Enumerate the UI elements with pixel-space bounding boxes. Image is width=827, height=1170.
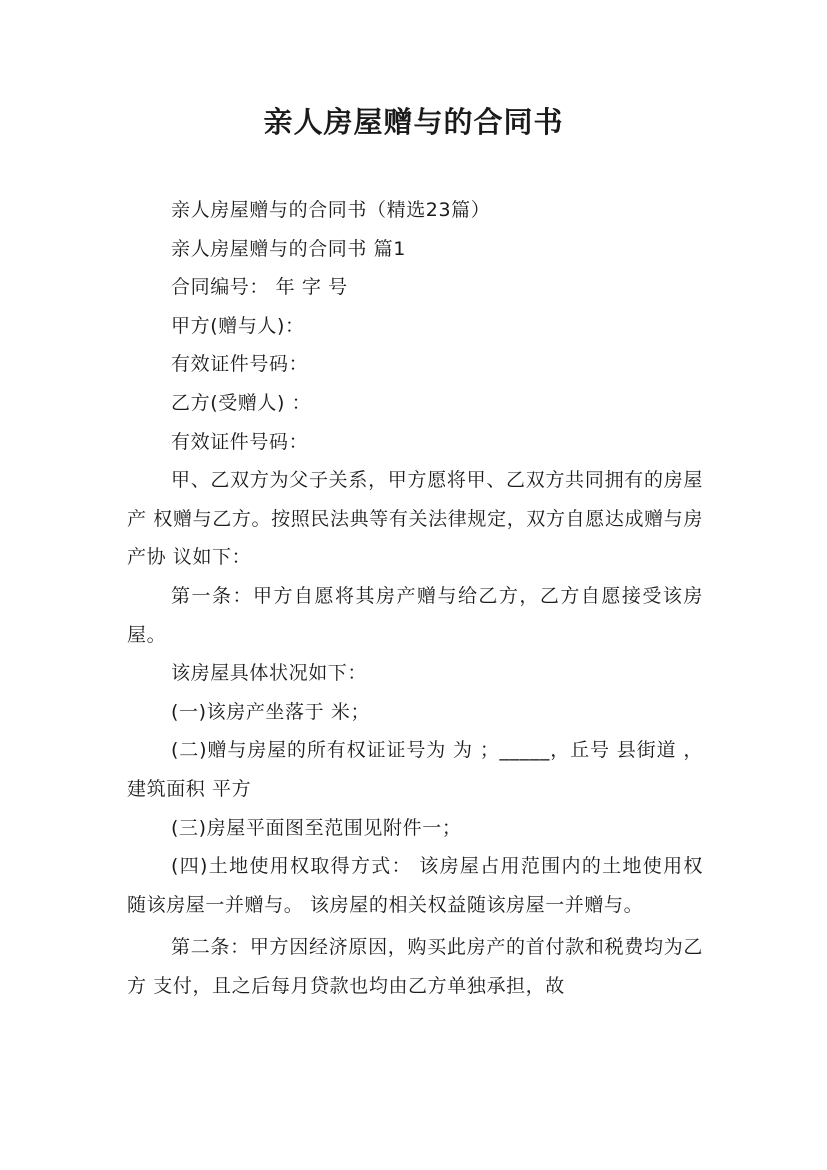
paragraph-article-2: 第二条：甲方因经济原因，购买此房产的首付款和税费均为乙方 支付，且之后每月贷款也均由乙方单独承担，故: [127, 936, 703, 997]
document-title: 亲人房屋赠与的合同书: [263, 105, 564, 139]
paragraph-article-1: 第一条：甲方自愿将其房产赠与给乙方，乙方自愿接受该房屋。: [127, 584, 703, 646]
paragraph-item-4: (四)土地使用权取得方式： 该房屋占用范围内的土地使用权随该房屋一并赠与。 该房屋的相关权益随该房屋一并赠与。: [127, 855, 703, 916]
paragraph-item-2: (二)赠与房屋的所有权证证号为 为 ；_____，丘号 县街道 ，建筑面积 平方: [127, 739, 703, 800]
paragraph-contract-number: 合同编号： 年 字 号: [171, 276, 348, 299]
paragraph-party-b-id: 有效证件号码：: [171, 430, 309, 453]
paragraph-party-b: 乙方(受赠人) ：: [171, 391, 312, 414]
paragraph-item-3: (三)房屋平面图至范围见附件一；: [171, 816, 462, 839]
document-body: [127, 191, 703, 1005]
paragraph-item-1: (一)该房产坐落于 米；: [171, 700, 371, 723]
paragraph-party-a: 甲方(赠与人)：: [171, 314, 305, 337]
paragraph-property-status: 该房屋具体状况如下：: [171, 662, 368, 685]
paragraph-subtitle: 亲人房屋赠与的合同书（精选23篇）: [171, 199, 491, 221]
paragraph-party-a-id: 有效证件号码：: [171, 353, 309, 376]
paragraph-section-heading: 亲人房屋赠与的合同书 篇1: [171, 237, 406, 260]
paragraph-preamble: 甲、乙双方为父子关系，甲方愿将甲、乙双方共同拥有的房屋产 权赠与乙方。按照民法典等有关法律规定，双方自愿达成赠与房产协 议如下：: [127, 469, 703, 569]
